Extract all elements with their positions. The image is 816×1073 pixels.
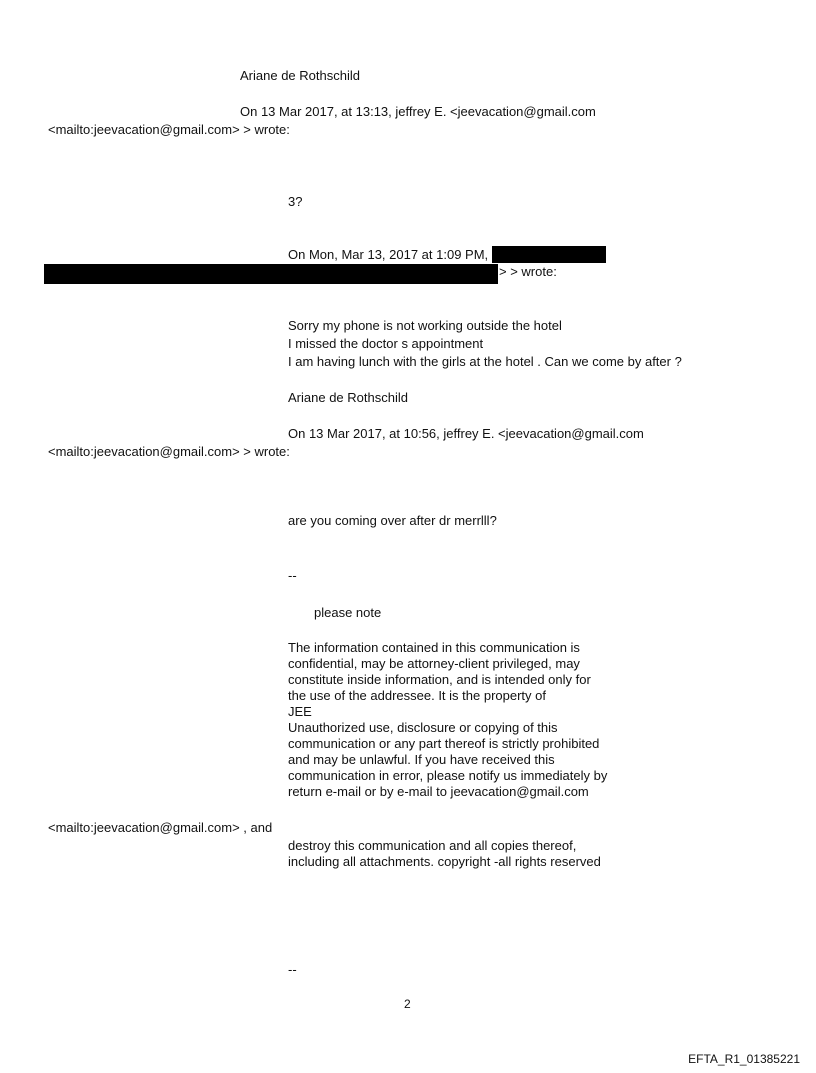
message-2-line-3: I am having lunch with the girls at the hotel . Can we come by after ? xyxy=(288,354,682,369)
signature-2: Ariane de Rothschild xyxy=(288,390,408,405)
disclaimer-line: the use of the addressee. It is the property of xyxy=(288,688,546,703)
message-2-line-2: I missed the doctor s appointment xyxy=(288,336,484,351)
quote-header-1-line-b: <mailto:jeevacation@gmail.com> > wrote: xyxy=(48,122,290,137)
quote-header-3-line-b: <mailto:jeevacation@gmail.com> > wrote: xyxy=(48,444,290,459)
disclaimer-line: JEE xyxy=(288,704,312,719)
message-3-body: are you coming over after dr merrlll? xyxy=(288,513,497,528)
quote-header-2-line-b: > > wrote: xyxy=(499,264,557,279)
quote-header-3-line-a: On 13 Mar 2017, at 10:56, jeffrey E. <jeevacation@gmail.com xyxy=(288,426,644,441)
document-id: EFTA_R1_01385221 xyxy=(688,1052,800,1066)
reply-1-body: 3? xyxy=(288,194,303,209)
disclaimer-line: communication in error, please notify us immediately by xyxy=(288,768,608,783)
redaction-box-2 xyxy=(44,264,498,284)
separator-2: -- xyxy=(288,962,297,977)
redaction-box-1 xyxy=(492,246,606,263)
disclaimer-line: Unauthorized use, disclosure or copying of this xyxy=(288,720,558,735)
separator-1: -- xyxy=(288,568,297,583)
disclaimer-mailto: <mailto:jeevacation@gmail.com> , and xyxy=(48,820,273,835)
page-number: 2 xyxy=(404,997,411,1011)
disclaimer-line: and may be unlawful. If you have received this xyxy=(288,752,555,767)
quote-header-2-line-a: On Mon, Mar 13, 2017 at 1:09 PM, xyxy=(288,247,489,262)
quote-header-1-line-a: On 13 Mar 2017, at 13:13, jeffrey E. <jeevacation@gmail.com xyxy=(240,104,596,119)
note-title: please note xyxy=(314,605,382,620)
disclaimer-line: including all attachments. copyright -all rights reserved xyxy=(288,854,601,869)
disclaimer-line: confidential, may be attorney-client privileged, may xyxy=(288,656,580,671)
disclaimer-line: The information contained in this communication is xyxy=(288,640,580,655)
signature-1: Ariane de Rothschild xyxy=(240,68,360,83)
disclaimer-line: destroy this communication and all copies thereof, xyxy=(288,838,577,853)
disclaimer-line: return e-mail or by e-mail to jeevacation@gmail.com xyxy=(288,784,589,799)
disclaimer-block-2 xyxy=(288,838,601,870)
disclaimer-block xyxy=(288,640,607,800)
disclaimer-line: communication or any part thereof is strictly prohibited xyxy=(288,736,600,751)
disclaimer-line: constitute inside information, and is intended only for xyxy=(288,672,591,687)
message-2-line-1: Sorry my phone is not working outside the hotel xyxy=(288,318,562,333)
